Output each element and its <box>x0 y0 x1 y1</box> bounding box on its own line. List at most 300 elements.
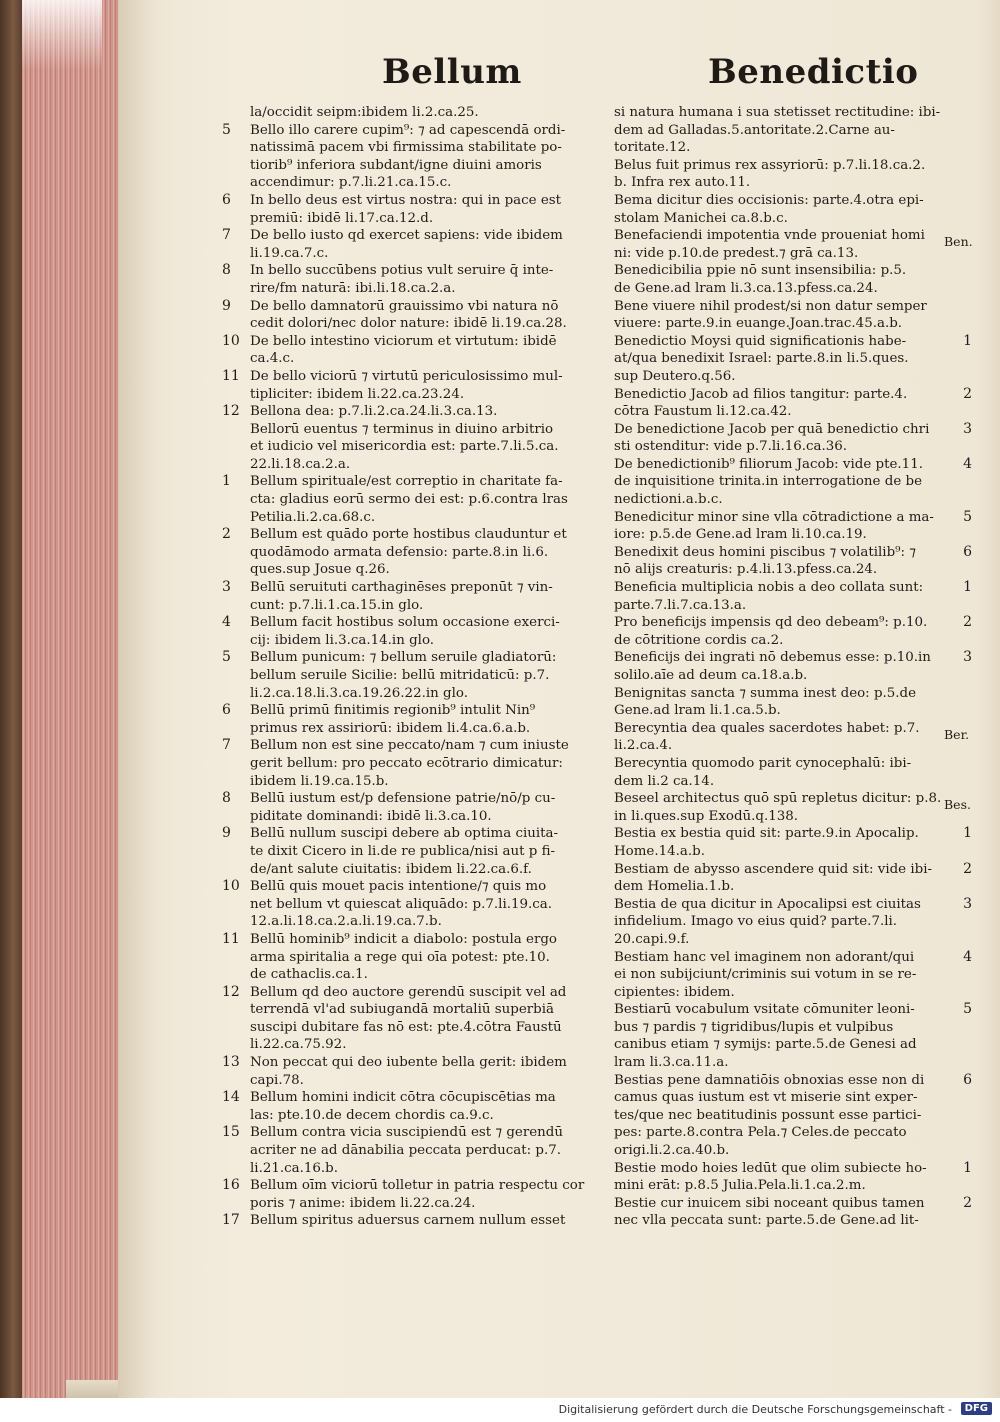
text-line <box>614 526 942 544</box>
line-text: Bellū quis mouet pacis intentione/⁊ quis mo <box>250 879 547 895</box>
entry-number: 2 <box>963 614 972 631</box>
text-line <box>614 931 942 949</box>
entry-number: 16 <box>222 1177 240 1194</box>
text-line <box>614 913 942 931</box>
text-line <box>614 597 942 615</box>
line-text: Bellum non est sine peccato/nam ⁊ cum iniuste <box>250 738 569 754</box>
line-text: Bellum homini indicit cōtra cōcupiscētias ma <box>250 1090 556 1106</box>
text-line <box>222 526 602 544</box>
text-line <box>614 1177 942 1195</box>
right-text-column <box>614 104 972 1230</box>
text-line <box>250 456 602 474</box>
line-text: De benedictionib⁹ filiorum Jacob: vide pte.11. <box>614 456 923 472</box>
bookmark-strip <box>22 0 102 70</box>
line-text: Bestias pene damnatiōis obnoxias esse non di <box>614 1072 925 1088</box>
line-text: Bema dicitur dies occisionis: parte.4.otra epi- <box>614 192 924 208</box>
line-text: Bellum qd deo auctore gerendū suscipit vel ad <box>250 984 567 1000</box>
text-line <box>250 720 602 738</box>
entry-number: 6 <box>222 702 231 719</box>
margin-mark: Ber. <box>944 727 970 742</box>
footer-credit: Digitalisierung gefördert durch die Deutsche Forschungsgemeinschaft - <box>558 1403 952 1416</box>
line-text: Bene viuere nihil prodest/si non datur semper <box>614 298 927 314</box>
text-line <box>614 685 942 703</box>
text-line <box>250 544 602 562</box>
text-line <box>250 1072 602 1090</box>
line-text: 20.capi.9.f. <box>614 931 690 947</box>
text-line <box>222 1124 602 1142</box>
text-line <box>222 878 602 896</box>
line-text: iore: p.5.de Gene.ad lram li.10.ca.19. <box>614 527 867 543</box>
text-line <box>222 262 602 280</box>
entry-number: 3 <box>963 420 972 437</box>
entry-number: 2 <box>963 385 972 402</box>
entry-number: 5 <box>963 508 972 525</box>
line-text: li.22.ca.75.92. <box>250 1037 347 1053</box>
line-text: pes: parte.8.contra Pela.⁊ Celes.de peccato <box>614 1125 907 1141</box>
line-text: sup Deutero.q.56. <box>614 368 736 384</box>
text-line <box>614 1019 942 1037</box>
line-text: Gene.ad lram li.1.ca.5.b. <box>614 703 781 719</box>
line-text: natissimā pacem vbi firmissima stabilitate po- <box>250 140 562 156</box>
line-text: Bello illo carere cupim⁹: ⁊ ad capescendā ordi- <box>250 122 566 138</box>
line-text: De bello iusto qd exercet sapiens: vide ibidem <box>250 228 563 244</box>
line-text: Benefaciendi impotentia vnde proueniat homi <box>614 228 925 244</box>
text-line <box>614 1212 942 1230</box>
text-line <box>250 896 602 914</box>
text-line <box>614 543 972 562</box>
text-line <box>222 332 602 351</box>
text-line <box>614 210 942 228</box>
line-text: parte.7.li.7.ca.13.a. <box>614 597 747 613</box>
line-text: tes/que nec beatitudinis possunt esse partici- <box>614 1107 922 1123</box>
entry-number: 4 <box>963 455 972 472</box>
line-text: viuere: parte.9.in euange.Joan.trac.45.a.b. <box>614 316 903 332</box>
entry-number: 1 <box>963 825 972 842</box>
entry-number: 6 <box>963 543 972 560</box>
text-line <box>250 245 602 263</box>
line-text: Belus fuit primus rex assyriorū: p.7.li.18.ca.2. <box>614 157 926 173</box>
entry-number: 14 <box>222 1089 240 1106</box>
text-line <box>250 280 602 298</box>
entry-number: 8 <box>222 262 231 279</box>
entry-number: 10 <box>222 878 240 895</box>
text-line <box>614 1071 972 1090</box>
text-line <box>614 455 972 474</box>
line-text: dem Homelia.1.b. <box>614 879 735 895</box>
line-text: Berecyntia dea quales sacerdotes habet: p.7. <box>614 720 920 736</box>
entry-number: 12 <box>222 983 240 1000</box>
text-line <box>222 930 602 949</box>
line-text: In bello succūbens potius vult seruire q̄ inte- <box>250 263 554 279</box>
text-line <box>614 720 942 738</box>
line-text: Benedictio Moysi quid significationis habe- <box>614 333 907 349</box>
line-text: primus rex assiriorū: ibidem li.4.ca.6.a.b. <box>250 720 531 736</box>
line-text: Bellum spirituale/est correptio in charitate fa- <box>250 474 563 490</box>
line-text: de Gene.ad lram li.3.ca.13.pfess.ca.24. <box>614 280 878 296</box>
line-text: Bellum facit hostibus solum occasione exerci- <box>250 615 560 631</box>
text-line <box>614 350 942 368</box>
line-text: de/ant salute ciuitatis: ibidem li.22.ca.6.f. <box>250 861 532 877</box>
entry-number: 11 <box>222 930 240 947</box>
text-line <box>222 1212 602 1230</box>
text-line <box>614 174 942 192</box>
line-text: ni: vide p.10.de predest.⁊ grā ca.13. <box>614 245 859 261</box>
text-line <box>614 614 972 632</box>
text-line <box>614 420 972 439</box>
entry-number: 7 <box>222 227 231 244</box>
entry-number: 11 <box>222 367 240 384</box>
entry-number: 12 <box>222 403 240 420</box>
page-edges <box>22 0 122 1398</box>
text-line <box>614 1159 972 1178</box>
text-line <box>222 825 602 843</box>
line-text: b. Infra rex auto.11. <box>614 175 751 191</box>
line-text: piditate dominandi: ibidē li.3.ca.10. <box>250 808 492 824</box>
line-text: canibus etiam ⁊ symijs: parte.5.de Genesi ad <box>614 1037 917 1053</box>
line-text: capi.78. <box>250 1072 304 1088</box>
text-line <box>222 983 602 1002</box>
text-line <box>250 1160 602 1178</box>
text-line <box>614 1089 942 1107</box>
text-line <box>222 403 602 421</box>
line-text: ibidem li.19.ca.15.b. <box>250 773 389 789</box>
text-line <box>614 280 942 298</box>
text-line <box>250 1107 602 1125</box>
text-line <box>614 332 972 351</box>
text-line <box>250 509 602 527</box>
line-text: infidelium. Imago vo eius quid? parte.7.li. <box>614 914 898 930</box>
line-text: Benignitas sancta ⁊ summa inest deo: p.5.de <box>614 685 917 701</box>
text-line <box>250 438 602 456</box>
text-line <box>614 755 942 773</box>
line-text: Bellum est quādo porte hostibus clauduntur et <box>250 527 567 543</box>
text-line <box>614 632 942 650</box>
text-line <box>222 1177 602 1195</box>
line-text: rire/fm naturā: ibi.li.18.ca.2.a. <box>250 280 456 296</box>
text-line <box>250 174 602 192</box>
entry-number: 6 <box>963 1071 972 1088</box>
line-text: quodāmodo armata defensio: parte.8.in li.6. <box>250 544 549 560</box>
line-text: 12.a.li.18.ca.2.a.li.19.ca.7.b. <box>250 914 442 930</box>
line-text: Beseel architectus quō spū repletus dicitur: p.8. <box>614 791 942 807</box>
entry-number: 7 <box>222 737 231 754</box>
line-text: terrendā vl'ad subiugandā mortaliū superbiā <box>250 1002 554 1018</box>
entry-number: 10 <box>222 332 240 349</box>
dfg-logo-icon: DFG <box>961 1402 992 1415</box>
running-head-right: Benedictio <box>708 52 919 92</box>
text-line <box>614 315 942 333</box>
entry-number: 3 <box>963 895 972 912</box>
text-line <box>614 1124 942 1142</box>
text-line <box>614 808 942 826</box>
text-line <box>250 350 602 368</box>
text-line <box>250 949 602 967</box>
line-text: Bellū primū finitimis regionib⁹ intulit Nin⁹ <box>250 703 536 719</box>
text-line <box>222 579 602 597</box>
text-line <box>250 1001 602 1019</box>
line-text: net bellum vt quiescat aliquādo: p.7.li.19.ca. <box>250 896 553 912</box>
text-line <box>250 157 602 175</box>
entry-number: 2 <box>222 526 231 543</box>
text-line <box>250 315 602 333</box>
line-text: nedictioni.a.b.c. <box>614 492 723 508</box>
line-text: toritate.12. <box>614 140 691 156</box>
line-text: mini erāt: p.8.5 Julia.Pela.li.1.ca.2.m. <box>614 1178 866 1194</box>
text-line <box>222 121 602 140</box>
text-line <box>614 1054 942 1072</box>
entry-number: 17 <box>222 1212 240 1229</box>
text-line <box>222 297 602 316</box>
text-line <box>250 1036 602 1054</box>
line-text: Bestie modo hoies ledūt que olim subiecte ho- <box>614 1160 927 1176</box>
line-text: Bestia de qua dicitur in Apocalipsi est ciuitas <box>614 896 921 912</box>
line-text: Benedixit deus homini piscibus ⁊ volatilib⁹: ⁊ <box>614 544 916 560</box>
entry-number: 3 <box>963 649 972 666</box>
line-text: poris ⁊ anime: ibidem li.22.ca.24. <box>250 1195 476 1211</box>
text-line <box>222 1054 602 1072</box>
entry-number: 5 <box>222 121 231 138</box>
text-line <box>250 1019 602 1037</box>
line-text: Pro beneficijs impensis qd deo debeam⁹: p.10. <box>614 615 928 631</box>
line-text: De bello intestino viciorum et virtutum: ibidē <box>250 333 557 349</box>
entry-number: 1 <box>963 332 972 349</box>
line-text: Bestiarū vocabulum vsitate cōmuniter leoni- <box>614 1002 915 1018</box>
text-line <box>222 473 602 491</box>
line-text: Beneficijs dei ingrati nō debemus esse: p.10.in <box>614 650 931 666</box>
footer-bar <box>0 1398 1000 1422</box>
entry-number: 1 <box>222 473 231 490</box>
text-line <box>614 878 942 896</box>
margin-mark: Ben. <box>944 234 973 250</box>
line-text: Beneficia multiplicia nobis a deo collata sunt: <box>614 580 924 596</box>
text-line <box>222 649 602 667</box>
entry-number: 9 <box>222 297 231 314</box>
line-text: at/qua benedixit Israel: parte.8.in li.5.ques. <box>614 351 909 367</box>
line-text: Bellum oīm viciorū tolletur in patria respectu cor <box>250 1178 585 1194</box>
line-text: et iudicio vel misericordia est: parte.7.li.5.ca. <box>250 439 559 455</box>
text-line <box>250 685 602 703</box>
text-line <box>614 843 942 861</box>
line-text: origi.li.2.ca.40.b. <box>614 1143 730 1159</box>
line-text: dem li.2 ca.14. <box>614 773 715 789</box>
text-line <box>222 191 602 210</box>
entry-number: 4 <box>963 948 972 965</box>
text-line <box>614 1036 942 1054</box>
line-text: bellum seruile Sicilie: bellū mitridaticū: p.7. <box>250 668 550 683</box>
text-line <box>250 421 602 439</box>
text-line <box>614 473 942 491</box>
text-line <box>250 491 602 509</box>
entry-number: 1 <box>963 579 972 596</box>
text-line <box>614 667 942 685</box>
text-line <box>614 825 972 843</box>
book-cover-edge <box>0 0 22 1398</box>
text-line <box>614 298 942 316</box>
line-text: li.2.ca.4. <box>614 738 673 754</box>
text-line <box>614 368 942 386</box>
entry-number: 2 <box>963 860 972 877</box>
text-line <box>614 579 972 597</box>
text-line <box>250 386 602 404</box>
line-text: Benedictio Jacob ad filios tangitur: parte.4. <box>614 386 908 402</box>
text-line <box>614 227 942 245</box>
line-text: li.21.ca.16.b. <box>250 1160 338 1176</box>
text-line <box>250 913 602 931</box>
text-line <box>614 104 942 122</box>
line-text: Bellum contra vicia suscipiendū est ⁊ gerendū <box>250 1125 563 1141</box>
line-text: de cathaclis.ca.1. <box>250 967 368 983</box>
text-line <box>250 561 602 579</box>
line-text: si natura humana i sua stetisset rectitudine: ibi- <box>614 105 941 120</box>
line-text: suscipi dubitare fas nō est: pte.4.cōtra Faustū <box>250 1019 562 1035</box>
line-text: Bellorū euentus ⁊ terminus in diuino arbitrio <box>250 421 554 437</box>
line-text: lram li.3.ca.11.a. <box>614 1055 729 1071</box>
line-text: li.19.ca.7.c. <box>250 245 329 261</box>
text-line <box>614 1194 972 1213</box>
line-text: Bestiam de abysso ascendere quid sit: vide ibi- <box>614 861 933 877</box>
text-line <box>222 702 602 720</box>
text-line <box>614 245 942 263</box>
line-text: li.2.ca.18.li.3.ca.19.26.22.in glo. <box>250 685 468 701</box>
line-text: De bello viciorū ⁊ virtutū periculosissimo mul- <box>250 368 563 384</box>
line-text: accendimur: p.7.li.21.ca.15.c. <box>250 175 452 191</box>
line-text: Bellona dea: p.7.li.2.ca.24.li.3.ca.13. <box>250 404 498 420</box>
line-text: nō alijs creaturis: p.4.li.13.pfess.ca.24. <box>614 562 878 578</box>
text-line <box>614 1107 942 1125</box>
text-line <box>614 192 942 210</box>
line-text: la/occidit seipm:ibidem li.2.ca.25. <box>250 105 479 120</box>
text-line <box>614 139 942 157</box>
line-text: gerit bellum: pro peccato ecōtrario dimicatur: <box>250 755 563 771</box>
line-text: ei non subijciunt/criminis sui votum in se re- <box>614 967 917 983</box>
entry-number: 6 <box>222 191 231 208</box>
text-line <box>222 227 602 245</box>
text-line <box>222 737 602 755</box>
line-text: Bestiam hanc vel imaginem non adorant/qui <box>614 949 915 965</box>
text-line <box>222 790 602 808</box>
text-line <box>250 597 602 615</box>
entry-number: 5 <box>222 649 231 666</box>
line-text: bus ⁊ pardis ⁊ tigridibus/lupis et vulpibus <box>614 1019 894 1035</box>
entry-number: 4 <box>222 614 231 631</box>
text-line <box>614 385 972 404</box>
line-text: cedit dolori/nec dolor nature: ibidē li.19.ca.28. <box>250 316 567 332</box>
line-text: te dixit Cicero in li.de re publica/nisi aut p fi- <box>250 843 556 859</box>
line-text: Non peccat qui deo iubente bella gerit: ibidem <box>250 1055 567 1071</box>
text-line <box>614 262 942 280</box>
text-line <box>614 895 972 914</box>
line-text: las: pte.10.de decem chordis ca.9.c. <box>250 1107 494 1123</box>
text-line <box>614 157 942 175</box>
text-line <box>614 984 942 1002</box>
text-line <box>614 737 942 755</box>
line-text: tiorib⁹ inferiora subdant/igne diuini amoris <box>250 157 542 173</box>
entry-number: 13 <box>222 1054 240 1071</box>
line-text: in li.ques.sup Exodū.q.138. <box>614 808 799 824</box>
text-line <box>222 614 602 632</box>
text-line <box>614 966 942 984</box>
text-line <box>250 773 602 791</box>
line-text: Benedicitur minor sine vlla cōtradictione a ma- <box>614 509 934 525</box>
text-line <box>614 1142 942 1160</box>
text-line <box>614 561 942 579</box>
line-text: cōtra Faustum li.12.ca.42. <box>614 404 792 420</box>
text-line <box>250 1195 602 1213</box>
entry-number: 15 <box>222 1124 240 1141</box>
text-line <box>222 1089 602 1107</box>
line-text: De bello damnatorū grauissimo vbi natura nō <box>250 298 559 314</box>
line-text: cij: ibidem li.3.ca.14.in glo. <box>250 632 435 648</box>
line-text: nec vlla peccata sunt: parte.5.de Gene.ad lit- <box>614 1213 919 1229</box>
line-text: Bellū hominib⁹ indicit a diabolo: postula ergo <box>250 931 557 947</box>
line-text: cunt: p.7.li.1.ca.15.in glo. <box>250 597 424 613</box>
text-line <box>250 632 602 650</box>
entry-number: 9 <box>222 825 231 842</box>
text-line <box>250 139 602 157</box>
line-text: solilo.aīe ad deum ca.18.a.b. <box>614 668 808 683</box>
line-text: Home.14.a.b. <box>614 843 705 859</box>
running-head-left: Bellum <box>382 52 522 92</box>
text-line <box>614 790 942 808</box>
line-text: Berecyntia quomodo parit cynocephalū: ibi- <box>614 755 912 771</box>
line-text: Bestie cur inuicem sibi noceant quibus tamen <box>614 1195 925 1211</box>
text-line <box>614 860 972 879</box>
margin-mark: Bes. <box>944 797 971 813</box>
text-line <box>250 104 602 122</box>
text-line <box>614 438 942 456</box>
line-text: stolam Manichei ca.8.b.c. <box>614 210 788 226</box>
text-line <box>250 1142 602 1160</box>
line-text: cipientes: ibidem. <box>614 984 735 1000</box>
line-text: Bellum spiritus aduersus carnem nullum esset <box>250 1213 566 1229</box>
line-text: Bellū nullum suscipi debere ab optima ciuita- <box>250 826 559 842</box>
text-line <box>614 702 942 720</box>
text-line <box>614 508 972 527</box>
line-text: De benedictione Jacob per quā benedictio chri <box>614 421 930 437</box>
entry-number: 5 <box>963 1001 972 1018</box>
entry-number: 8 <box>222 790 231 807</box>
text-line <box>250 210 602 228</box>
text-line <box>250 861 602 879</box>
text-line <box>614 403 942 421</box>
text-line <box>250 667 602 685</box>
text-line <box>614 1001 972 1019</box>
line-text: acriter ne ad dānabilia peccata perducat: p.7. <box>250 1143 561 1159</box>
text-line <box>614 122 942 140</box>
entry-number: 2 <box>963 1194 972 1211</box>
line-text: Bellū seruituti carthaginēses preponūt ⁊ vin- <box>250 580 553 596</box>
line-text: premiū: ibidē li.17.ca.12.d. <box>250 210 434 226</box>
line-text: Petilia.li.2.ca.68.c. <box>250 509 376 525</box>
line-text: Benedicibilia ppie nō sunt insensibilia: p.5. <box>614 263 907 279</box>
text-line <box>614 649 972 667</box>
line-text: arma spiritalia a rege qui oīa potest: pte.10. <box>250 949 550 965</box>
line-text: camus quas iustum est vt miserie sint exper- <box>614 1090 918 1106</box>
text-line <box>250 808 602 826</box>
line-text: ca.4.c. <box>250 351 295 367</box>
entry-number: 1 <box>963 1159 972 1176</box>
line-text: de inquisitione trinita.in interrogatione de be <box>614 474 922 490</box>
line-text: Bellū iustum est/p defensione patrie/nō/p cu- <box>250 791 556 807</box>
left-text-column <box>222 104 602 1230</box>
line-text: de cōtritione cordis ca.2. <box>614 632 784 648</box>
line-text: cta: gladius eorū sermo dei est: p.6.contra lras <box>250 492 568 508</box>
line-text: 22.li.18.ca.2.a. <box>250 456 351 472</box>
text-line <box>250 755 602 773</box>
text-line <box>614 948 972 967</box>
line-text: Bestia ex bestia quid sit: parte.9.in Apocalip. <box>614 826 919 842</box>
line-text: sti ostenditur: vide p.7.li.16.ca.36. <box>614 439 848 455</box>
